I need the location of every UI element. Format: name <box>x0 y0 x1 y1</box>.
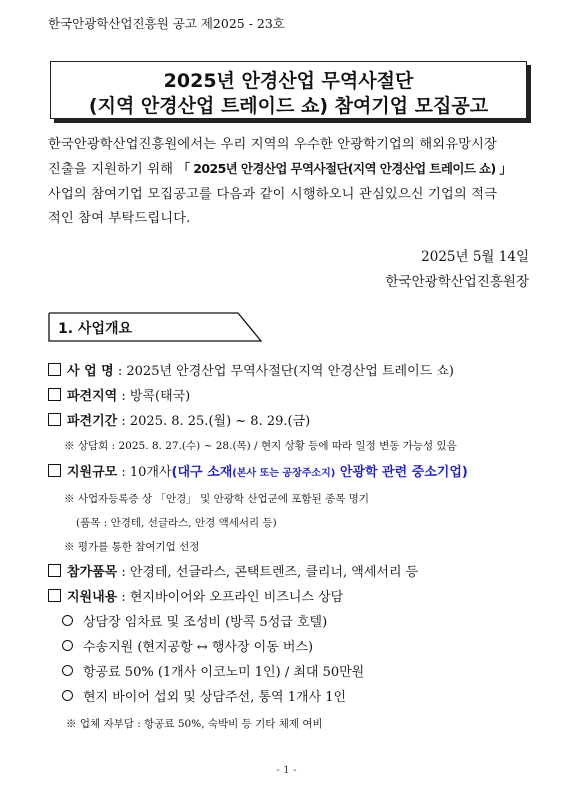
item-key: 파견지역 <box>67 389 118 404</box>
item-support <box>48 586 343 605</box>
square-bullet-icon <box>48 388 61 401</box>
item-scale <box>48 461 468 480</box>
item-key: 지원내용 <box>67 590 118 605</box>
circle-bullet-icon <box>62 615 73 626</box>
item-value: : 현지바이어와 오프라인 비즈니스 상담 <box>117 590 344 605</box>
item-value: : 2025. 8. 25.(월) ~ 8. 29.(금) <box>117 414 311 429</box>
intro-line-4: 적인 참여 부탁드립니다. <box>48 211 191 226</box>
page-number: - 1 - <box>276 764 297 776</box>
square-bullet-icon <box>48 589 61 602</box>
notice-number: 한국안광학산업진흥원 공고 제2025 - 23호 <box>48 16 285 31</box>
item-key: 파견기간 <box>67 414 118 429</box>
item-value: : 방콕(태국) <box>117 389 191 404</box>
item-value: : 10개사 <box>117 465 172 480</box>
eligibility-text-2: 안광학 관련 중소기업) <box>335 465 468 480</box>
item-period <box>48 410 310 429</box>
section-title: 1. 사업개요 <box>58 321 133 337</box>
intro-line-2-text: 진출을 지원하기 위해 <box>48 162 178 177</box>
item-key: 참가품목 <box>67 565 118 580</box>
self-pay-note: ※ 업체 자부담 : 항공료 50%, 숙박비 등 기타 체제 여비 <box>66 718 323 730</box>
organization-head: 한국안광학산업진흥원장 <box>385 274 529 290</box>
intro-line-1: 한국안광학산업진흥원에서는 우리 지역의 우수한 안광학기업의 해외유망시장 <box>48 137 497 152</box>
eligibility-text: (대구 소재 <box>171 465 233 480</box>
support-bullet-1 <box>62 611 327 630</box>
item-key: 사 업 명 <box>67 364 114 379</box>
notice-date: 2025년 5월 14일 <box>421 249 529 265</box>
square-bullet-icon <box>48 413 61 426</box>
item-value: : 안경테, 선글라스, 콘택트렌즈, 클리너, 액세서리 등 <box>117 565 419 580</box>
support-bullet-4 <box>62 686 346 705</box>
square-bullet-icon <box>48 564 61 577</box>
program-name: 「 2025년 안경산업 무역사절단(지역 안경산업 트레이드 쇼) 」 <box>177 161 512 176</box>
scale-note-2: (품목 : 안경테, 선글라스, 안경 액세서리 등) <box>76 517 277 529</box>
circle-bullet-icon <box>62 665 73 676</box>
item-region <box>48 385 190 404</box>
item-products <box>48 561 418 580</box>
item-key: 지원규모 <box>67 465 118 480</box>
section-header <box>48 312 258 342</box>
bullet-text: 상담장 임차료 및 조성비 (방콕 5성급 호텔) <box>83 615 328 630</box>
support-bullet-2 <box>62 636 313 655</box>
title-line-1: 2025년 안경산업 무역사절단 <box>163 70 414 92</box>
item-value: : 2025년 안경산업 무역사절단(지역 안경산업 트레이드 쇼) <box>113 364 454 379</box>
circle-bullet-icon <box>62 690 73 701</box>
period-note: ※ 상담회 : 2025. 8. 27.(수) ~ 28.(목) / 현지 상황 등에 따라 일정 변동 가능성 있음 <box>64 440 457 452</box>
scale-note-3: ※ 평가를 통한 참여기업 선정 <box>64 541 200 553</box>
item-project-name <box>48 360 454 379</box>
bullet-text: 현지 바이어 섭외 및 상담주선, 통역 1개사 1인 <box>83 690 347 705</box>
scale-note-1: ※ 사업자등록증 상 「안경」 및 안광학 산업군에 포함된 종목 명기 <box>64 493 369 505</box>
intro-line-3: 사업의 참여기업 모집공고를 다음과 같이 시행하오니 관심있으신 기업의 적극 <box>48 187 498 202</box>
circle-bullet-icon <box>62 640 73 651</box>
square-bullet-icon <box>48 464 61 477</box>
eligibility-subtext: (본사 또는 공장주소지) <box>232 468 336 479</box>
support-bullet-3 <box>62 661 364 680</box>
bullet-text: 항공료 50% (1개사 이코노미 1인) / 최대 50만원 <box>83 665 365 680</box>
bullet-text: 수송지원 (현지공항 ↔ 행사장 이동 버스) <box>83 640 314 655</box>
square-bullet-icon <box>48 363 61 376</box>
intro-line-2 <box>48 158 511 177</box>
title-line-2: (지역 안경산업 트레이드 쇼) 참여기업 모집공고 <box>88 95 489 117</box>
title-box <box>50 61 527 119</box>
